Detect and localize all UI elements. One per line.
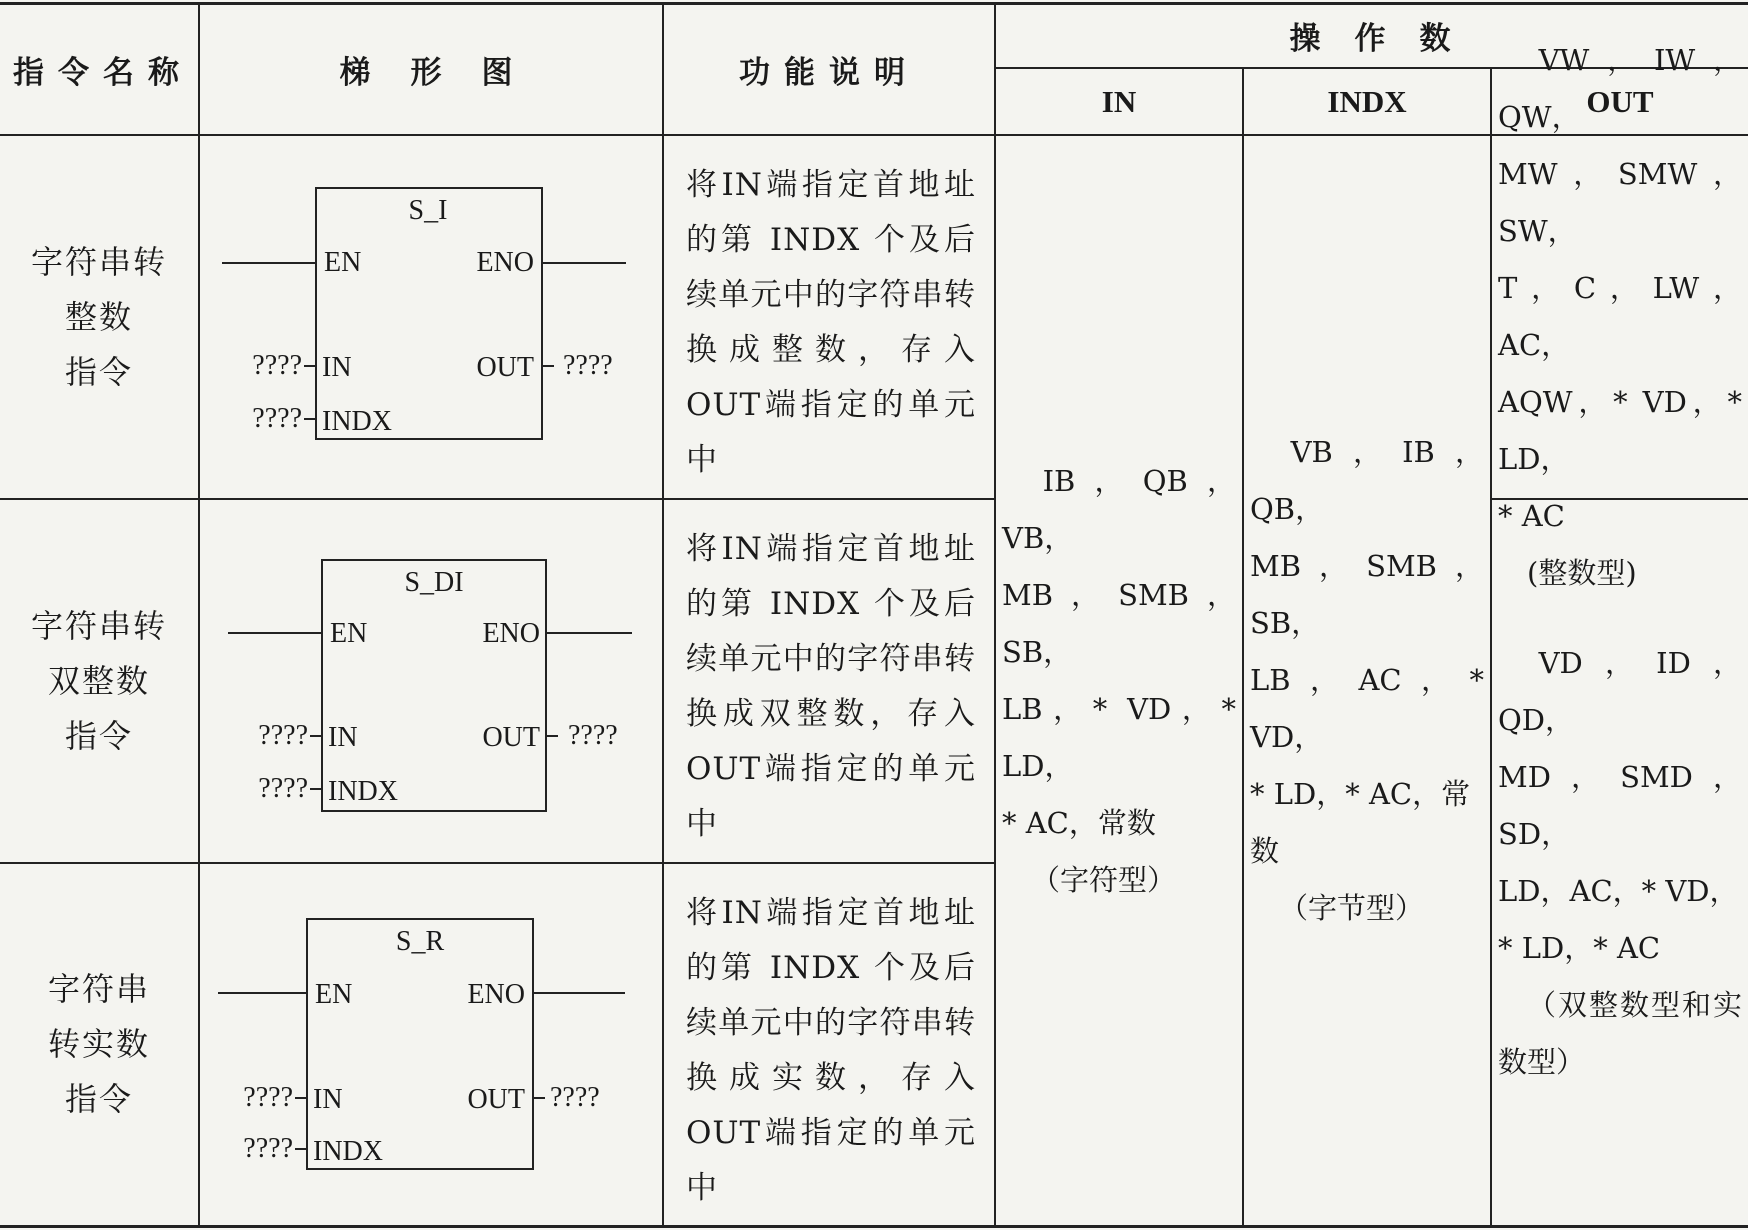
row2-indx-placeholder: ???? [258,773,308,804]
row1-en-label: EN [324,247,362,278]
row3-out-label: OUT [467,1084,525,1115]
row1-function: 将IN端指定首地址的第 INDX 个及后续单元中的字符串转换成整数，存入OUT端指定的单元中 [686,167,976,478]
in-ops-line3: LB，* VD，* LD， [1002,691,1236,783]
row1-name-line2: 整数 [64,297,133,336]
row3-in-label: IN [313,1084,343,1115]
indx-ops-note: （字节型） [1279,891,1425,925]
row3-ladder-block [200,864,662,1225]
row3-in-placeholder: ???? [243,1082,293,1113]
out2-ops-note: （双整数型和实数型） [1498,987,1742,1079]
header-indx: INDX [1327,83,1407,119]
row1-out-label: OUT [476,352,534,383]
row2-name-line1: 字符串转 [30,606,167,645]
row2-in-placeholder: ???? [258,720,308,751]
row1-name-line3: 指令 [64,352,133,391]
row1-out-placeholder: ???? [563,350,613,381]
header-instruction-name: 指令名称 [13,54,193,91]
header-function: 功能说明 [739,54,919,91]
row2-en-label: EN [330,618,368,649]
header-out: OUT [1586,83,1654,119]
row1-ladder-block [200,136,662,498]
out-operands-double-real [1492,500,1748,1225]
row1-out-line5: * AC [1498,499,1565,533]
row2-name-line3: 指令 [64,716,133,755]
row1-name-line1: 字符串转 [30,242,167,281]
table-bottom-border [0,1225,1748,1228]
row3-function: 将IN端指定首地址的第 INDX 个及后续单元中的字符串转换成实数，存入OUT端指定的单元中 [686,895,976,1206]
row3-name-line3: 指令 [64,1080,133,1118]
in-ops-line1: IB，QB，VB， [1002,463,1236,555]
row1-out-line3: T，C，LW，AC， [1498,271,1742,362]
out2-ops-line1: VD，ID，QD， [1498,645,1742,737]
row3-block-title: S_R [395,926,445,957]
out2-ops-line3: LD，AC，* VD， [1498,873,1739,908]
row2-out-placeholder: ???? [568,720,618,751]
header-operands: 操作数 [1289,21,1485,57]
in-ops-line2: MB，SMB，SB， [1002,577,1236,669]
row1-in-label: IN [322,352,352,383]
row1-eno-label: ENO [476,247,534,278]
row3-eno-label: ENO [467,979,525,1010]
indx-ops-line5: 数 [1250,834,1280,868]
row3-name-line2: 转实数 [47,1025,150,1063]
row1-instruction-name [0,136,198,498]
row3-indx-placeholder: ???? [243,1133,293,1164]
row1-indx-placeholder: ???? [252,403,302,434]
row3-name-line1: 字符串 [47,970,150,1008]
row3-indx-label: INDX [313,1136,383,1167]
row1-in-placeholder: ???? [252,350,302,381]
indx-ops-line4: * LD，* AC，常 [1250,777,1471,811]
row1-out-line2: MW，SMW，SW， [1498,157,1742,248]
indx-ops-line3: LB，AC，* VD， [1250,663,1484,754]
row2-eno-label: ENO [482,618,540,649]
row2-out-label: OUT [482,722,540,753]
in-operands [996,136,1242,1225]
row2-in-label: IN [328,722,358,753]
row1-indx-label: INDX [322,406,392,437]
row2-name-line2: 双整数 [47,661,150,700]
header-ladder-diagram: 梯形图 [339,54,553,91]
out2-ops-line2: MD，SMD，SD， [1498,759,1742,851]
row2-indx-label: INDX [328,776,398,807]
row3-instruction-name [0,864,198,1225]
row2-instruction-name [0,500,198,862]
row3-en-label: EN [315,979,353,1010]
row1-block-title: S_I [408,195,448,226]
row1-out-note: (整数型) [1527,556,1637,590]
out2-ops-line4: * LD，* AC [1498,930,1661,965]
indx-ops-line1: VB，IB，QB， [1250,435,1484,526]
in-ops-note: （字符型） [1031,862,1177,897]
header-in: IN [1101,83,1137,119]
indx-ops-line2: MB，SMB，SB， [1250,549,1484,640]
row3-out-placeholder: ???? [550,1082,600,1113]
row1-out-line4: AQW，* VD，* LD， [1498,385,1742,476]
row2-block-title: S_DI [404,567,464,598]
row1-out-line1: VW，IW，QW， [1498,43,1742,134]
in-ops-line4: * AC，常数 [1002,805,1156,840]
row2-ladder-block [200,500,662,862]
indx-operands [1244,136,1490,1225]
row2-function: 将IN端指定首地址的第 INDX 个及后续单元中的字符串转换成双整数，存入OUT端指定的单元中 [686,531,976,842]
